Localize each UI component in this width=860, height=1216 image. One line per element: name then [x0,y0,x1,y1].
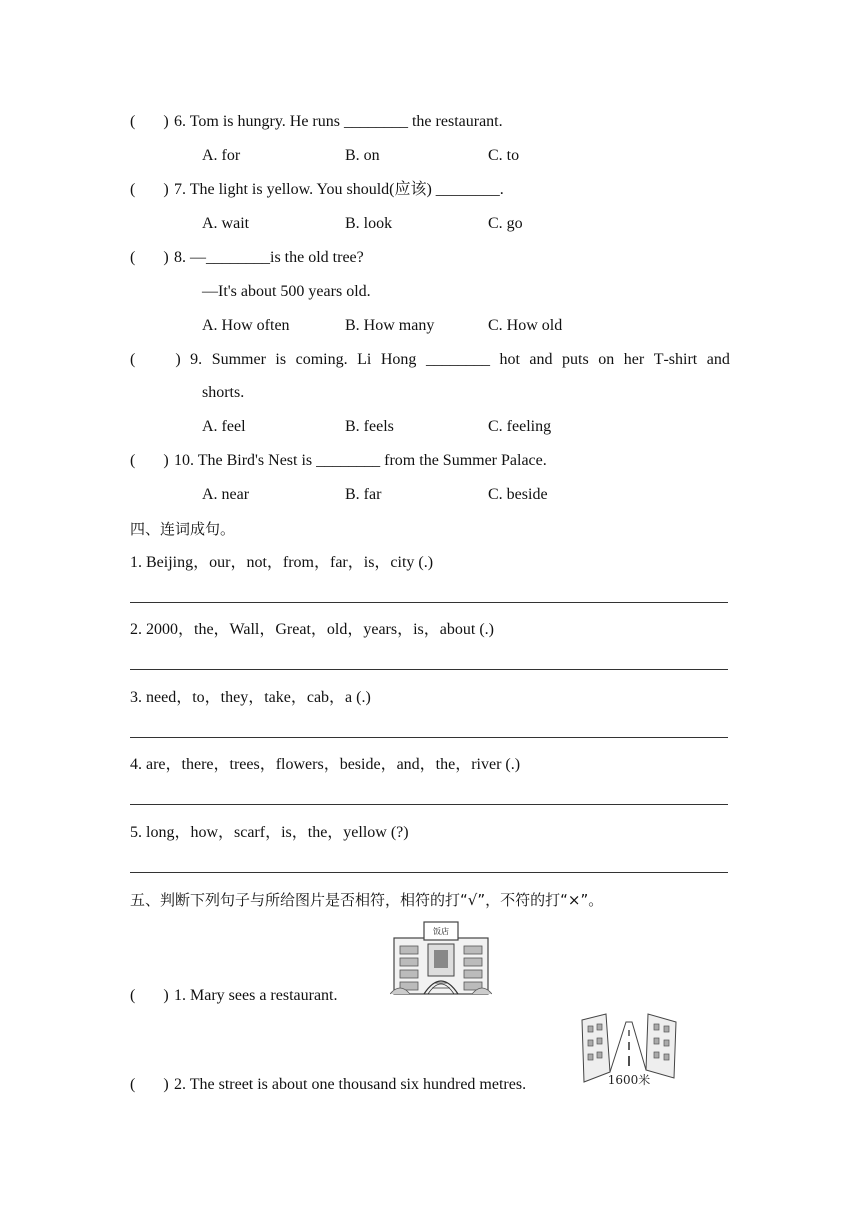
answer-line-3[interactable] [130,737,728,738]
question-text: 7. The light is yellow. You should(应该) ________. [170,181,504,198]
question-9-word: on [598,351,615,368]
judge-item-2 [130,1075,526,1095]
question-6 [130,112,503,132]
answer-bracket[interactable]: ( ) [130,113,169,130]
question-7 [130,180,504,200]
answer-bracket[interactable]: ( ) [130,181,169,198]
answer-line-5[interactable] [130,872,728,873]
question-10 [130,451,547,471]
answer-bracket[interactable]: ( ) [130,1076,169,1093]
question-9-word: is [275,351,287,368]
sentence-item-4: 4. are，there，trees，flowers，beside，and，the，river (.) [130,756,521,773]
question-text: 8. —________is the old tree? [170,249,364,266]
question-text: 10. The Bird's Nest is ________ from the Summer Palace. [170,452,547,469]
option-a[interactable]: A. for [202,147,241,164]
section-4-title: 四、连词成句。 [130,520,236,538]
option-c[interactable]: C. feeling [488,418,552,435]
question-9-word: puts [562,351,589,368]
answer-bracket[interactable]: ( ) [130,987,169,1004]
answer-line-1[interactable] [130,602,728,603]
question-9-word: T‑shirt [653,351,698,368]
judge-item-1 [130,986,338,1006]
option-c[interactable]: C. beside [488,486,548,503]
answer-bracket[interactable]: ( ) [130,351,181,368]
option-c[interactable]: C. go [488,215,523,232]
option-c[interactable]: C. to [488,147,520,164]
question-9-word: ________ [425,351,490,368]
street-icon [580,1012,678,1090]
option-a[interactable]: A. feel [202,418,246,435]
option-a[interactable]: A. wait [202,215,250,232]
question-8 [130,248,364,268]
question-9-word: and [706,351,730,368]
option-b[interactable]: B. feels [345,418,394,435]
answer-bracket[interactable]: ( ) [130,249,169,266]
question-9-word: her [623,351,645,368]
sentence-item-2: 2. 2000，the，Wall，Great，old，years，is，about (.) [130,621,494,638]
option-c[interactable]: C. How old [488,317,563,334]
judge-text: 1. Mary sees a restaurant. [170,987,338,1004]
option-a[interactable]: A. near [202,486,250,503]
answer-line-2[interactable] [130,669,728,670]
dialogue-answer: —It's about 500 years old. [202,283,371,300]
question-9-word: hot [499,351,520,368]
answer-bracket[interactable]: ( ) [130,452,169,469]
question-9-continued: shorts. [202,384,245,401]
building-icon [390,920,492,996]
section-5-title: 五、判断下列句子与所给图片是否相符，相符的打“√”，不符的打“×”。 [130,891,604,909]
answer-line-4[interactable] [130,804,728,805]
question-9-word: Hong [380,351,417,368]
building-sign-text: 饭店 [433,927,449,936]
option-b[interactable]: B. look [345,215,393,232]
distance-label: 1600米 [607,1073,651,1087]
sentence-item-5: 5. long，how，scarf，is，the，yellow (?) [130,824,409,841]
question-9 [130,350,730,370]
option-b[interactable]: B. far [345,486,382,503]
judge-text: 2. The street is about one thousand six hundred metres. [170,1076,527,1093]
question-9-word: Li [357,351,372,368]
question-9-word: Summer [211,351,266,368]
question-9-word: 9. [190,351,203,368]
question-9-word: coming. [295,351,348,368]
option-b[interactable]: B. on [345,147,380,164]
sentence-item-3: 3. need，to，they，take，cab，a (.) [130,689,371,706]
question-9-word: and [529,351,553,368]
option-a[interactable]: A. How often [202,317,290,334]
question-text: 6. Tom is hungry. He runs ________ the restaurant. [170,113,503,130]
sentence-item-1: 1. Beijing，our，not，from，far，is，city (.) [130,554,434,571]
option-b[interactable]: B. How many [345,317,435,334]
